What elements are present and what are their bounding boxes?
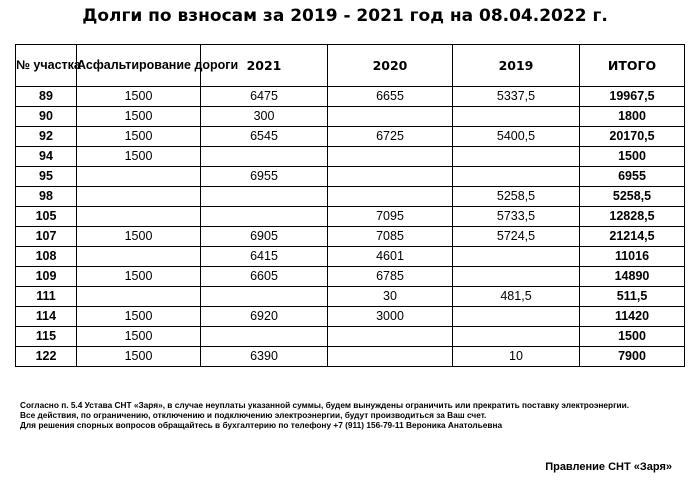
- debts-table: [15, 44, 685, 367]
- cell-plot-number: 95: [16, 167, 77, 187]
- cell-year-2019: [453, 327, 580, 347]
- table-row: [16, 307, 685, 327]
- cell-year-2020: 6785: [328, 267, 453, 287]
- header-plot-number: № участка: [16, 45, 77, 87]
- cell-road-paving: 1500: [77, 347, 201, 367]
- cell-total: 7900: [580, 347, 685, 367]
- cell-plot-number: 98: [16, 187, 77, 207]
- cell-total: 1500: [580, 147, 685, 167]
- note-line-3: Для решения спорных вопросов обращайтесь в бухгалтерию по телефону +7 (911) 156-79-11 Вероника Анатольевна: [20, 420, 503, 430]
- table-row: [16, 227, 685, 247]
- cell-plot-number: 92: [16, 127, 77, 147]
- cell-year-2020: [328, 347, 453, 367]
- cell-total: 11016: [580, 247, 685, 267]
- cell-year-2021: 6955: [201, 167, 328, 187]
- cell-plot-number: 114: [16, 307, 77, 327]
- note-line-2: Все действия, по ограничению, отключению и подключению электроэнергии, будут производиться за Ваш счет.: [20, 410, 487, 420]
- cell-year-2020: [328, 107, 453, 127]
- table-row: [16, 187, 685, 207]
- header-year-2020: 2020: [328, 45, 453, 87]
- header-year-2019: 2019: [453, 45, 580, 87]
- page-title: Долги по взносам за 2019 - 2021 год на 08.04.2022 г.: [82, 6, 608, 26]
- signature: Правление СНТ «Заря»: [545, 461, 672, 473]
- cell-year-2019: 5258,5: [453, 187, 580, 207]
- cell-plot-number: 111: [16, 287, 77, 307]
- table-row: [16, 207, 685, 227]
- cell-total: 5258,5: [580, 187, 685, 207]
- cell-year-2020: [328, 147, 453, 167]
- cell-total: 19967,5: [580, 87, 685, 107]
- notes-block: [20, 400, 660, 430]
- cell-plot-number: 94: [16, 147, 77, 167]
- cell-plot-number: 90: [16, 107, 77, 127]
- cell-road-paving: 1500: [77, 147, 201, 167]
- cell-year-2021: 6605: [201, 267, 328, 287]
- table-row: [16, 247, 685, 267]
- cell-year-2020: 6655: [328, 87, 453, 107]
- cell-road-paving: 1500: [77, 267, 201, 287]
- cell-road-paving: 1500: [77, 227, 201, 247]
- cell-plot-number: 115: [16, 327, 77, 347]
- cell-year-2019: 5337,5: [453, 87, 580, 107]
- cell-year-2021: 6545: [201, 127, 328, 147]
- cell-plot-number: 108: [16, 247, 77, 267]
- cell-year-2019: [453, 267, 580, 287]
- cell-year-2020: 3000: [328, 307, 453, 327]
- cell-year-2019: [453, 107, 580, 127]
- cell-total: 14890: [580, 267, 685, 287]
- cell-total: 1500: [580, 327, 685, 347]
- cell-year-2019: [453, 307, 580, 327]
- cell-year-2021: 6920: [201, 307, 328, 327]
- cell-total: 511,5: [580, 287, 685, 307]
- cell-plot-number: 107: [16, 227, 77, 247]
- table-row: [16, 147, 685, 167]
- cell-road-paving: 1500: [77, 127, 201, 147]
- cell-year-2021: [201, 327, 328, 347]
- cell-year-2020: [328, 327, 453, 347]
- table-row: [16, 327, 685, 347]
- cell-total: 1800: [580, 107, 685, 127]
- table-row: [16, 127, 685, 147]
- cell-year-2021: [201, 187, 328, 207]
- cell-year-2020: [328, 167, 453, 187]
- cell-year-2021: 6905: [201, 227, 328, 247]
- cell-year-2020: [328, 187, 453, 207]
- cell-total: 11420: [580, 307, 685, 327]
- cell-total: 12828,5: [580, 207, 685, 227]
- header-year-2021: 2021: [201, 45, 328, 87]
- cell-year-2021: [201, 207, 328, 227]
- cell-year-2020: 7095: [328, 207, 453, 227]
- cell-road-paving: 1500: [77, 327, 201, 347]
- cell-road-paving: [77, 287, 201, 307]
- cell-road-paving: 1500: [77, 307, 201, 327]
- cell-year-2019: 481,5: [453, 287, 580, 307]
- cell-road-paving: [77, 207, 201, 227]
- cell-road-paving: [77, 167, 201, 187]
- cell-road-paving: 1500: [77, 107, 201, 127]
- cell-year-2021: 6415: [201, 247, 328, 267]
- header-total: ИТОГО: [580, 45, 685, 87]
- cell-year-2020: 6725: [328, 127, 453, 147]
- table-row: [16, 267, 685, 287]
- table-row: [16, 107, 685, 127]
- cell-road-paving: [77, 247, 201, 267]
- cell-year-2019: 5400,5: [453, 127, 580, 147]
- cell-year-2019: [453, 167, 580, 187]
- table-row: [16, 87, 685, 107]
- cell-plot-number: 122: [16, 347, 77, 367]
- table-row: [16, 287, 685, 307]
- table-row: [16, 167, 685, 187]
- cell-year-2021: [201, 287, 328, 307]
- header-road-paving: Асфальтирование дороги: [77, 45, 201, 87]
- cell-plot-number: 89: [16, 87, 77, 107]
- cell-plot-number: 109: [16, 267, 77, 287]
- cell-year-2021: 6390: [201, 347, 328, 367]
- cell-year-2020: 30: [328, 287, 453, 307]
- note-line-1: Согласно п. 5.4 Устава СНТ «Заря», в случае неуплаты указанной суммы, будем вынуждены ограничить или прекратить поставку электроэнергии.: [20, 400, 630, 410]
- cell-year-2021: 6475: [201, 87, 328, 107]
- cell-year-2020: 4601: [328, 247, 453, 267]
- cell-year-2019: 10: [453, 347, 580, 367]
- cell-road-paving: 1500: [77, 87, 201, 107]
- cell-total: 20170,5: [580, 127, 685, 147]
- cell-road-paving: [77, 187, 201, 207]
- cell-year-2019: [453, 247, 580, 267]
- cell-total: 21214,5: [580, 227, 685, 247]
- cell-year-2021: [201, 147, 328, 167]
- cell-plot-number: 105: [16, 207, 77, 227]
- cell-year-2019: [453, 147, 580, 167]
- table-row: [16, 347, 685, 367]
- table-header-row: [16, 45, 685, 87]
- cell-year-2021: 300: [201, 107, 328, 127]
- cell-year-2019: 5733,5: [453, 207, 580, 227]
- cell-total: 6955: [580, 167, 685, 187]
- cell-year-2019: 5724,5: [453, 227, 580, 247]
- cell-year-2020: 7085: [328, 227, 453, 247]
